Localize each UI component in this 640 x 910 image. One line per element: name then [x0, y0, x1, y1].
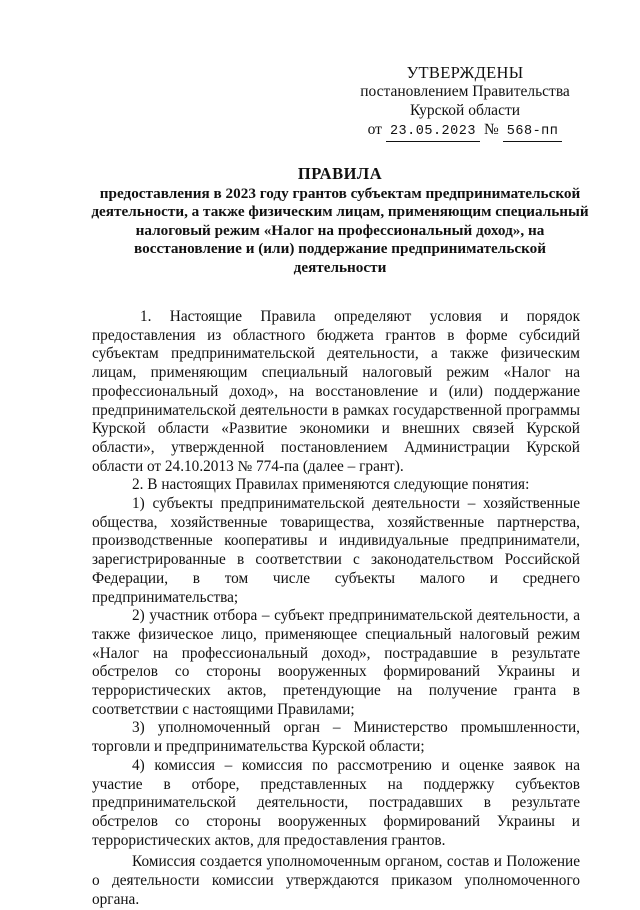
approval-stamp [350, 63, 580, 142]
paragraph-definition-1: 1) субъекты предпринимательской деятельности – хозяйственные общества, хозяйственные товарищества, хозяйственные партнерства, производственные кооперативы и индивидуальные предприниматели, зарегистрированные в соответствии с законодательством Российской Федерации, в том числе субъекты малого и среднего предпринимательства; [92, 495, 580, 606]
approval-heading: УТВЕРЖДЕНЫ [406, 63, 524, 82]
number-prefix: № [483, 121, 499, 138]
approval-line-2: Курской области [409, 102, 521, 119]
date-prefix: от [367, 121, 382, 138]
paragraph-commission: Комиссия создается уполномоченным органом, состав и Положение о деятельности комиссии утверждаются приказом уполномоченного органа. [92, 853, 580, 908]
paragraph-2: 2. В настоящих Правилах применяются следующие понятия: [132, 476, 530, 494]
approval-number: 568-пп [503, 122, 563, 142]
document-title [90, 165, 590, 277]
approval-date: 23.05.2023 [386, 122, 480, 142]
paragraph-definition-4: 4) комиссия – комиссия по рассмотрению и оценке заявок на участие в отборе, представленных на поддержку субъектов предпринимательской деятельности, пострадавших в результате обстрелов со стороны вооруженных формирований Украины и террористических актов, для предоставления грантов. [92, 756, 580, 849]
title-main: ПРАВИЛА [297, 164, 383, 183]
paragraph-definition-3: 3) уполномоченный орган – Министерство промышленности, торговли и предпринимательства Курской области; [92, 719, 580, 756]
paragraph-definition-2: 2) участник отбора – субъект предпринимательской деятельности, а также физическое лицо, применяющее специальный налоговый режим «Налог на профессиональный доход», пострадавшие в результате обстрелов со стороны вооруженных формирований Украины и террористических актов, претендующие на получение гранта в соответствии с настоящими Правилами; [92, 607, 580, 718]
title-subtitle: предоставления в 2023 году грантов субъектам предпринимательской деятельности, а также физическим лицам, применяющим специальный налоговый режим «Налог на профессиональный доход», на восстановление и (или) поддержание предпринимательской деятельности [91, 184, 589, 276]
approval-date-row [350, 120, 580, 142]
paragraph-1: 1. Настоящие Правила определяют условия и порядок предоставления из областного бюджета грантов в форме субсидий субъектам предпринимательской деятельности, а также физическим лицам, применяющим специальный налоговый режим «Налог на профессиональный доход», на восстановление и (или) поддержание предпринимательской деятельности в рамках государственной программы Курской области «Развитие экономики и внешних связей Курской области», утвержденной постановлением Администрации Курской области от 24.10.2013 № 774-па (далее – грант). [92, 308, 580, 475]
document-body [92, 308, 580, 910]
approval-line-1: постановлением Правительства [360, 83, 570, 100]
